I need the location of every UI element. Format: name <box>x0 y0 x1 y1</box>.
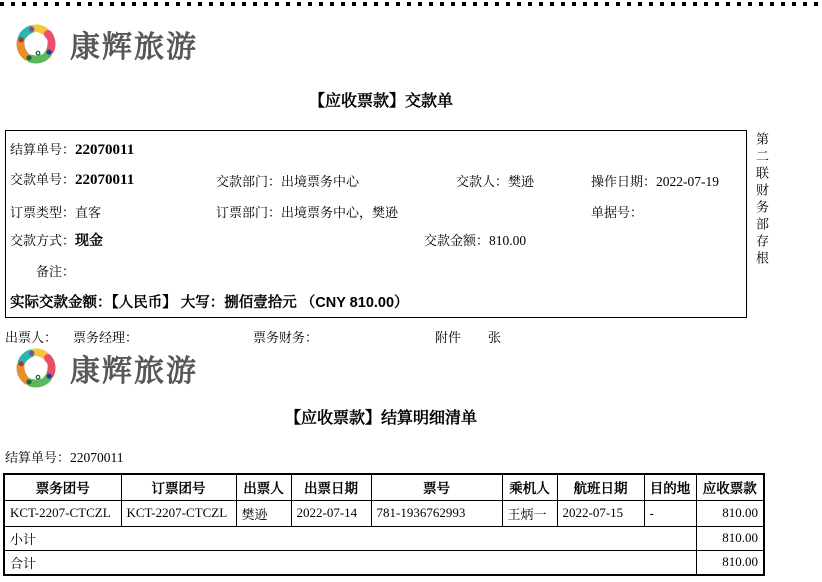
payer-label: 交款人： <box>456 174 509 189</box>
op-date-value: 2022-07-19 <box>656 174 720 189</box>
table-row <box>4 500 764 526</box>
pay-amount-value: 810.00 <box>489 233 527 248</box>
subtotal-row <box>4 526 764 550</box>
detail-settle-no <box>5 447 124 466</box>
field-actual-amount <box>10 291 409 312</box>
field-pay-amount <box>424 230 526 249</box>
ticket-manager-label: 票务经理： <box>73 330 139 345</box>
actual-amount-value: 【人民币】 大写：捌佰壹拾元 （CNY 810.00） <box>111 295 409 311</box>
cell-passenger: 王炳一 <box>502 500 557 526</box>
brand-logo <box>12 344 198 392</box>
col-header-flight-date: 航班日期 <box>557 474 644 500</box>
total-row <box>4 550 764 575</box>
subtotal-label: 小计 <box>4 526 696 550</box>
pay-dept-value: 出境票务中心 <box>281 174 360 189</box>
copy-label-vertical: 第二联财务部存根 <box>754 132 769 268</box>
pay-amount-label: 交款金额： <box>424 233 490 248</box>
table-header-row <box>4 474 764 500</box>
col-header-booking-group-no: 订票团号 <box>121 474 236 500</box>
brand-logo <box>12 20 198 68</box>
payment-slip-box <box>5 130 747 318</box>
book-type-label: 订票类型： <box>10 205 76 220</box>
payer-value: 樊逊 <box>508 174 535 189</box>
ticket-finance-label: 票务财务： <box>253 330 319 345</box>
actual-amount-label: 实际交款金额： <box>10 295 112 311</box>
book-type-value: 直客 <box>75 205 102 220</box>
col-header-passenger: 乘机人 <box>502 474 557 500</box>
col-header-issue-date: 出票日期 <box>291 474 371 500</box>
subtotal-value: 810.00 <box>696 526 764 550</box>
field-settle-no <box>10 139 134 159</box>
field-payer <box>456 171 534 190</box>
flower-logo-icon <box>12 20 60 68</box>
attachment-unit-label: 张 <box>488 330 502 345</box>
tear-line <box>0 2 822 6</box>
detail-settle-no-label: 结算单号： <box>5 450 71 465</box>
total-value: 810.00 <box>696 550 764 575</box>
col-header-receivable: 应收票款 <box>696 474 764 500</box>
issuer-label: 出票人： <box>5 330 58 345</box>
col-header-ticket-no: 票号 <box>371 474 502 500</box>
pay-method-label: 交款方式： <box>10 233 76 248</box>
settle-no-label: 结算单号： <box>10 142 76 157</box>
book-dept-value: 出境票务中心，樊逊 <box>281 205 399 220</box>
col-header-issuer: 出票人 <box>236 474 291 500</box>
brand-name: 康辉旅游 <box>70 31 198 64</box>
cell-group-no: KCT-2207-CTCZL <box>4 500 121 526</box>
pay-dept-label: 交款部门： <box>216 174 282 189</box>
field-pay-method <box>10 230 103 250</box>
book-dept-label: 订票部门： <box>216 205 282 220</box>
cell-booking-group-no: KCT-2207-CTCZL <box>121 500 236 526</box>
doc-no-label: 单据号： <box>591 205 644 220</box>
field-book-dept <box>216 202 398 221</box>
op-date-label: 操作日期： <box>591 174 657 189</box>
field-doc-no <box>591 202 643 221</box>
field-remark <box>36 261 75 280</box>
field-book-type <box>10 202 101 221</box>
cell-issuer: 樊逊 <box>236 500 291 526</box>
total-label: 合计 <box>4 550 696 575</box>
pay-method-value: 现金 <box>75 232 104 248</box>
field-pay-no <box>10 169 134 189</box>
pay-no-value: 22070011 <box>75 172 135 188</box>
cell-issue-date: 2022-07-14 <box>291 500 371 526</box>
cell-receivable: 810.00 <box>696 500 764 526</box>
signature-row <box>0 327 762 345</box>
attachment-label: 附件 <box>435 330 462 345</box>
remark-label: 备注： <box>36 264 76 279</box>
col-header-destination: 目的地 <box>644 474 696 500</box>
payment-slip-title: 【应收票款】交款单 <box>308 93 453 110</box>
field-pay-dept <box>216 171 359 190</box>
detail-list-title: 【应收票款】结算明细清单 <box>284 410 477 427</box>
pay-no-label: 交款单号： <box>10 172 76 187</box>
flower-logo-icon <box>12 344 60 392</box>
brand-name: 康辉旅游 <box>70 355 198 388</box>
settle-no-value: 22070011 <box>75 142 135 158</box>
cell-destination: - <box>644 500 696 526</box>
cell-flight-date: 2022-07-15 <box>557 500 644 526</box>
settlement-detail-table <box>3 473 765 576</box>
field-op-date <box>591 171 719 190</box>
detail-settle-no-value: 22070011 <box>70 450 124 465</box>
col-header-group-no: 票务团号 <box>4 474 121 500</box>
cell-ticket-no: 781-1936762993 <box>371 500 502 526</box>
